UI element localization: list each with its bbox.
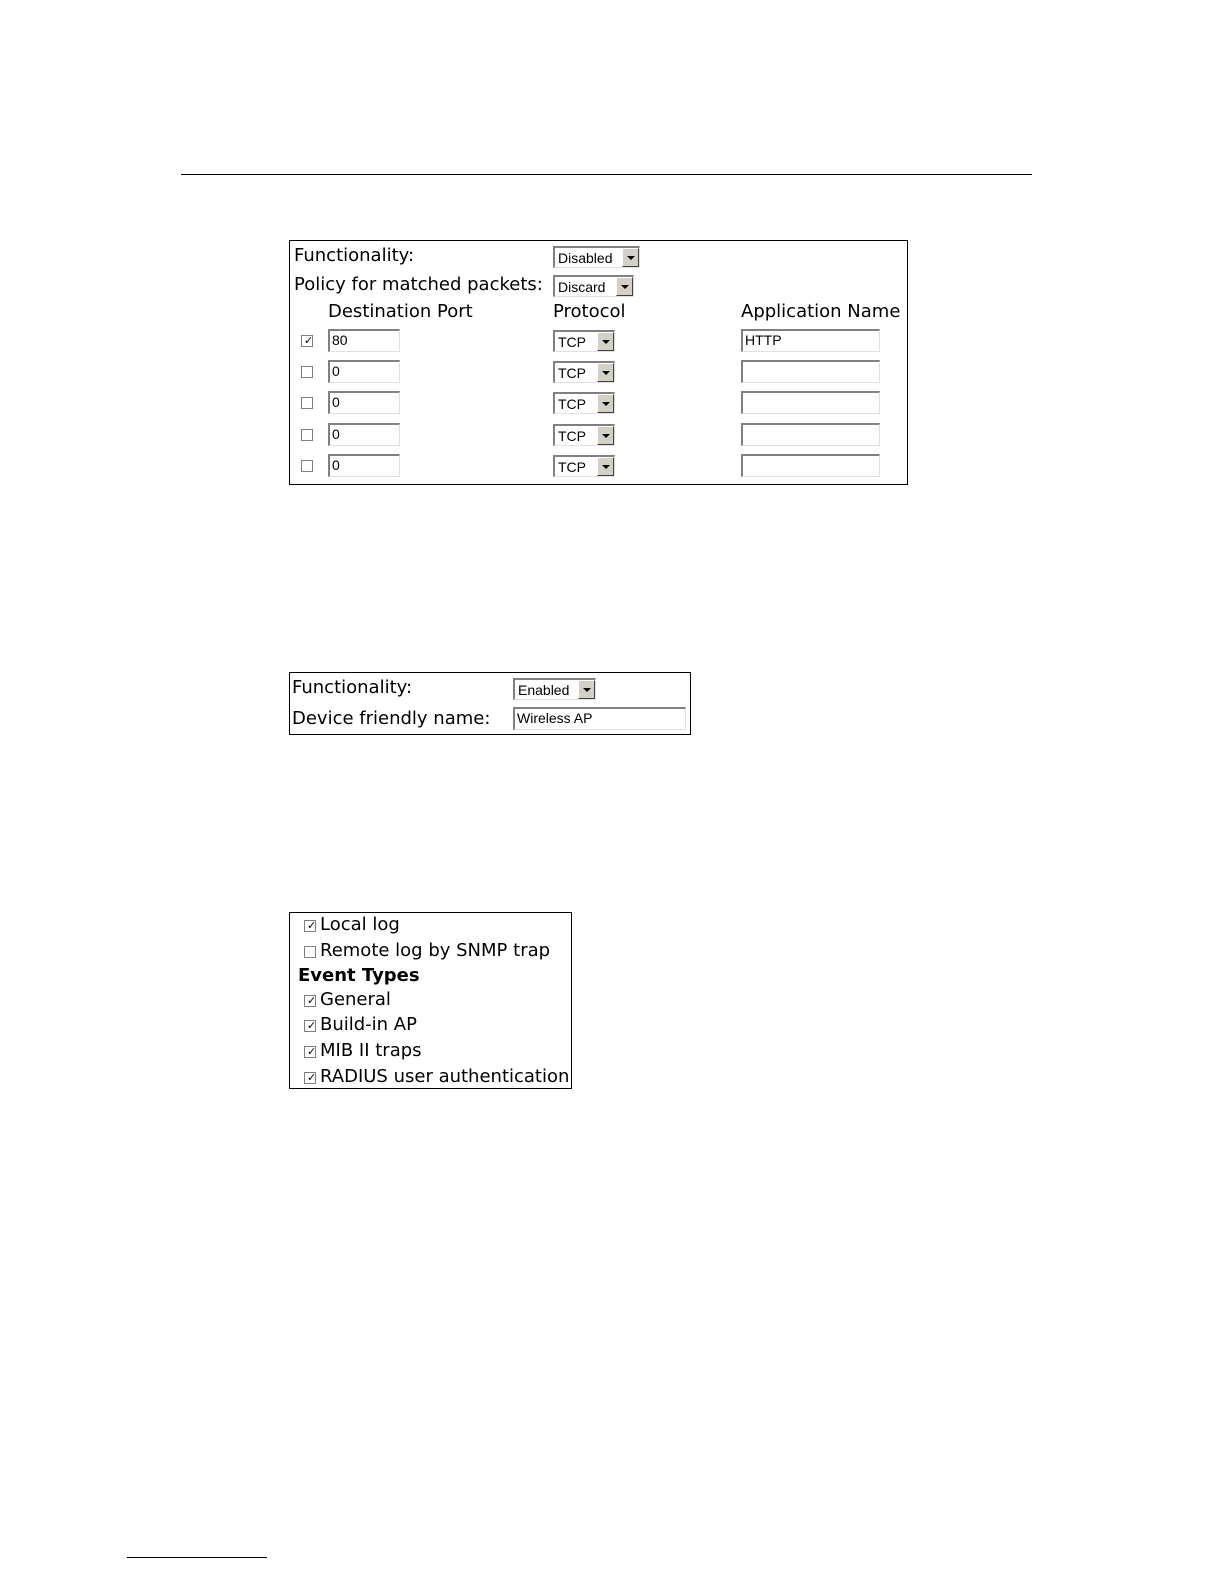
chevron-down-icon	[602, 434, 610, 438]
header-rule	[181, 174, 1032, 175]
device-friendly-name-input[interactable]: Wireless AP	[513, 707, 686, 730]
destination-port-input[interactable]: 0	[328, 423, 400, 446]
protocol-select[interactable]: TCP	[553, 424, 615, 446]
column-header-application-name: Application Name	[741, 301, 901, 322]
log-option-label: Build-in AP	[320, 1014, 417, 1035]
upnp-panel	[289, 672, 691, 735]
log-option-label: MIB II traps	[320, 1040, 422, 1061]
rule-enable-checkbox[interactable]	[301, 429, 313, 441]
application-name-input[interactable]: HTTP	[741, 329, 880, 352]
log-option-label: RADIUS user authentication	[320, 1066, 570, 1087]
chevron-down-icon	[627, 256, 635, 260]
log-option-label: Local log	[320, 914, 400, 935]
application-name-input[interactable]	[741, 391, 880, 414]
upnp-functionality-select[interactable]: Enabled	[513, 678, 596, 700]
log-option-label: General	[320, 989, 391, 1010]
event-types-heading: Event Types	[298, 965, 420, 986]
log-panel	[289, 912, 572, 1089]
log-option-checkbox[interactable]	[304, 946, 316, 958]
footnote-rule	[127, 1557, 267, 1558]
upnp-functionality-label: Functionality:	[292, 677, 413, 698]
log-option-checkbox[interactable]	[304, 1046, 316, 1058]
dropdown-button[interactable]	[597, 457, 614, 476]
log-option-checkbox[interactable]	[304, 920, 316, 932]
device-friendly-name-label: Device friendly name:	[292, 708, 491, 729]
column-header-protocol: Protocol	[553, 301, 626, 322]
checkmark-icon: ✓	[304, 334, 314, 347]
column-header-destination-port: Destination Port	[328, 301, 473, 322]
protocol-select[interactable]: TCP	[553, 361, 615, 383]
policy-select[interactable]: Discard	[553, 275, 634, 297]
dropdown-button[interactable]	[622, 248, 639, 267]
chevron-down-icon	[602, 371, 610, 375]
rule-enable-checkbox[interactable]	[301, 335, 313, 347]
checkmark-icon: ✓	[307, 994, 317, 1007]
application-name-input[interactable]	[741, 454, 880, 477]
application-name-input[interactable]	[741, 360, 880, 383]
functionality-select[interactable]: Disabled	[553, 246, 640, 268]
chevron-down-icon	[602, 340, 610, 344]
checkmark-icon: ✓	[307, 919, 317, 932]
application-name-input[interactable]	[741, 423, 880, 446]
destination-port-input[interactable]: 0	[328, 391, 400, 414]
log-option-checkbox[interactable]	[304, 1072, 316, 1084]
destination-port-input[interactable]: 0	[328, 454, 400, 477]
dropdown-button[interactable]	[597, 394, 614, 413]
rule-enable-checkbox[interactable]	[301, 460, 313, 472]
chevron-down-icon	[602, 465, 610, 469]
rule-enable-checkbox[interactable]	[301, 366, 313, 378]
dropdown-button[interactable]	[616, 277, 633, 296]
dropdown-button[interactable]	[597, 332, 614, 351]
chevron-down-icon	[621, 285, 629, 289]
port-filter-panel	[289, 240, 908, 485]
log-option-checkbox[interactable]	[304, 1020, 316, 1032]
chevron-down-icon	[602, 402, 610, 406]
rule-enable-checkbox[interactable]	[301, 397, 313, 409]
log-option-checkbox[interactable]	[304, 995, 316, 1007]
destination-port-input[interactable]: 0	[328, 360, 400, 383]
destination-port-input[interactable]: 80	[328, 329, 400, 352]
checkmark-icon: ✓	[307, 1045, 317, 1058]
log-option-label: Remote log by SNMP trap	[320, 940, 551, 961]
protocol-select[interactable]: TCP	[553, 392, 615, 414]
functionality-label: Functionality:	[294, 245, 415, 266]
dropdown-button[interactable]	[578, 680, 595, 699]
dropdown-button[interactable]	[597, 363, 614, 382]
checkmark-icon: ✓	[307, 1019, 317, 1032]
checkmark-icon: ✓	[307, 1071, 317, 1084]
protocol-select[interactable]: TCP	[553, 455, 615, 477]
protocol-select[interactable]: TCP	[553, 330, 615, 352]
dropdown-button[interactable]	[597, 426, 614, 445]
chevron-down-icon	[583, 688, 591, 692]
policy-label: Policy for matched packets:	[294, 274, 543, 295]
